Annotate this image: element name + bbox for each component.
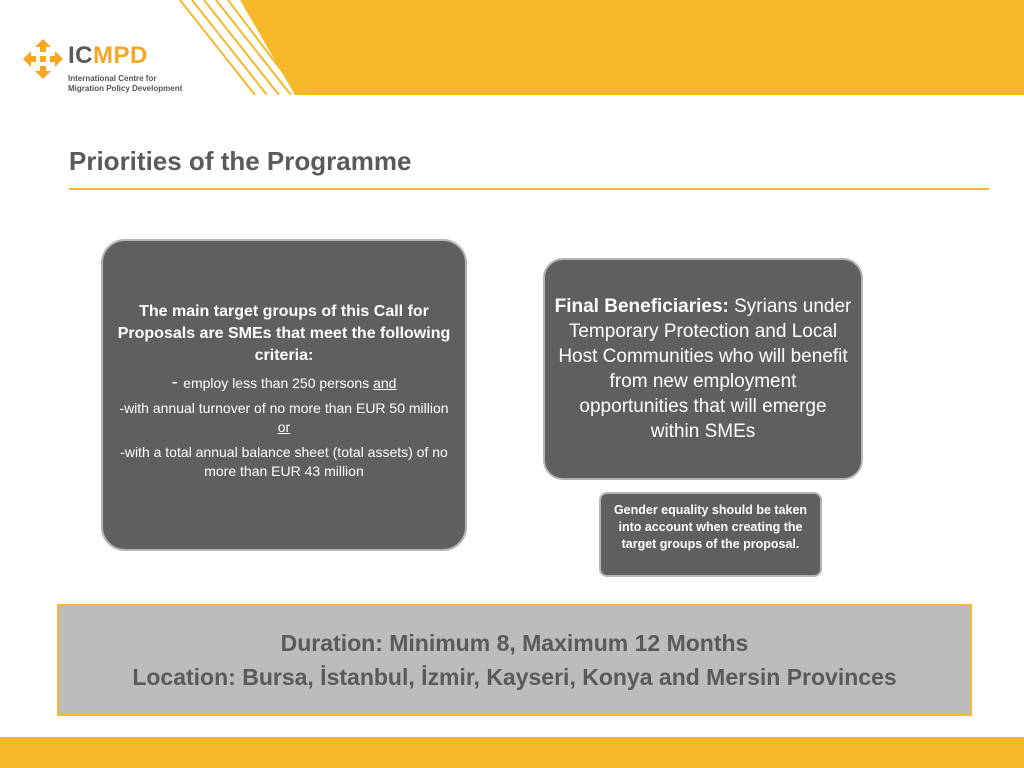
criterion-turnover: -with annual turnover of no more than EUR 50 million or xyxy=(119,400,449,435)
location-text: Location: Bursa, İstanbul, İzmir, Kayseri, Konya and Mersin Provinces xyxy=(132,664,897,690)
criterion-employees: - employ less than 250 persons and xyxy=(171,372,397,393)
final-beneficiaries-text: Final Beneficiaries: Syrians under Temporary Protection and Local Host Communities who will benefit from new employment opportunities that will emerge within SMEs xyxy=(554,296,852,442)
target-groups-box xyxy=(101,239,467,551)
gender-equality-note xyxy=(599,492,822,577)
arrows-cross-icon xyxy=(22,38,64,80)
gender-equality-text: Gender equality should be taken into account when creating the target groups of the proposal. xyxy=(613,503,808,551)
footer-band xyxy=(0,737,1024,768)
logo-wordmark xyxy=(68,44,148,68)
title-underline xyxy=(69,188,989,190)
criterion-balance-sheet: -with a total annual balance sheet (total assets) of no more than EUR 43 million xyxy=(120,444,448,479)
duration-location-bar xyxy=(57,604,972,716)
final-beneficiaries-label: Final Beneficiaries: xyxy=(554,296,729,317)
final-beneficiaries-box xyxy=(543,258,863,480)
logo-word-ic: IC xyxy=(68,42,93,69)
logo-word-mpd: MPD xyxy=(93,42,148,69)
icmpd-logo xyxy=(22,38,222,98)
page-title: Priorities of the Programme xyxy=(69,146,412,176)
duration-text: Duration: Minimum 8, Maximum 12 Months xyxy=(280,630,749,656)
target-groups-lead: The main target groups of this Call for Proposals are SMEs that meet the following criteria: xyxy=(117,303,451,364)
logo-subtitle: International Centre for Migration Policy Development xyxy=(68,74,183,93)
